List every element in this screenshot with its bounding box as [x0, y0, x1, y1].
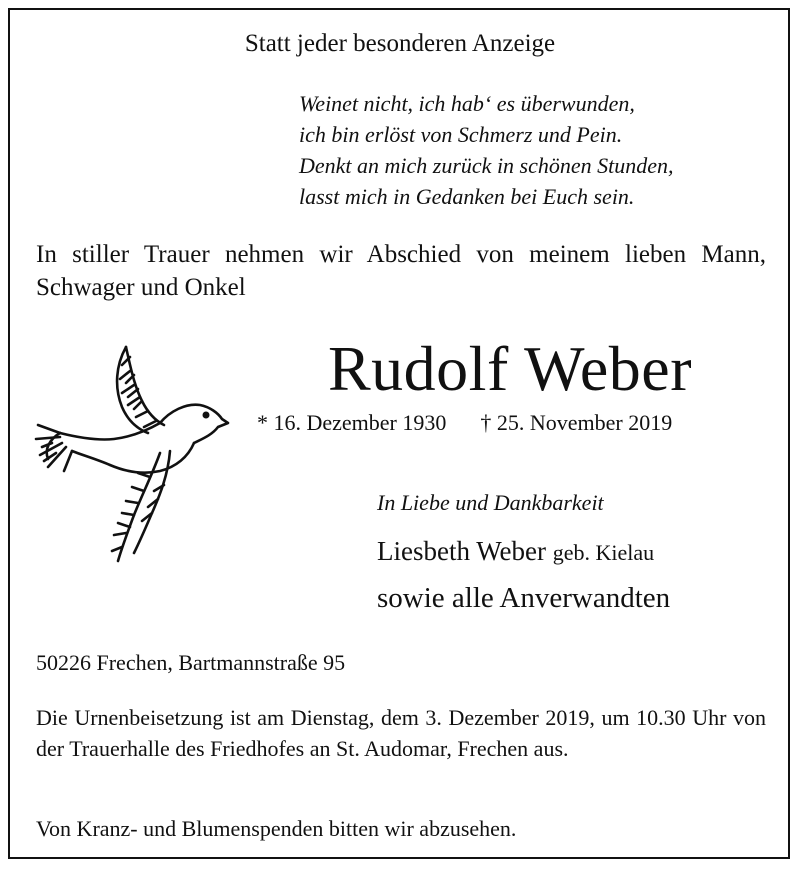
intro-text: In stiller Trauer nehmen wir Abschied von meinem lieben Mann, Schwager und Onkel	[36, 241, 766, 301]
poem-line: lasst mich in Gedanken bei Euch sein.	[299, 184, 635, 209]
death-date: † 25. November 2019	[480, 410, 673, 435]
poem-line: Weinet nicht, ich hab‘ es überwunden,	[299, 91, 635, 116]
mourning-phrase: In Liebe und Dankbarkeit	[377, 490, 604, 515]
maiden-name: geb. Kielau	[552, 540, 655, 565]
birth-date: * 16. Dezember 1930	[257, 410, 447, 435]
mourner-line	[377, 536, 654, 567]
address: 50226 Frechen, Bartmannstraße 95	[36, 650, 346, 675]
life-dates	[257, 410, 672, 436]
donations-note: Von Kranz- und Blumenspenden bitten wir abzusehen.	[36, 816, 517, 841]
relatives-line: sowie alle Anverwandten	[377, 582, 671, 614]
header-line: Statt jeder besonderen Anzeige	[244, 30, 556, 57]
poem-line: ich bin erlöst von Schmerz und Pein.	[299, 122, 623, 147]
burial-info: Die Urnenbeisetzung ist am Dienstag, dem 3. Dezember 2019, um 10.30 Uhr von der Trauerhalle des Friedhofes an St. Audomar, Frechen aus.	[36, 705, 766, 761]
mourner-name: Liesbeth Weber	[377, 536, 547, 566]
deceased-name: Rudolf Weber	[327, 333, 693, 404]
poem	[299, 88, 674, 212]
poem-line: Denkt an mich zurück in schönen Stunden,	[299, 153, 674, 178]
